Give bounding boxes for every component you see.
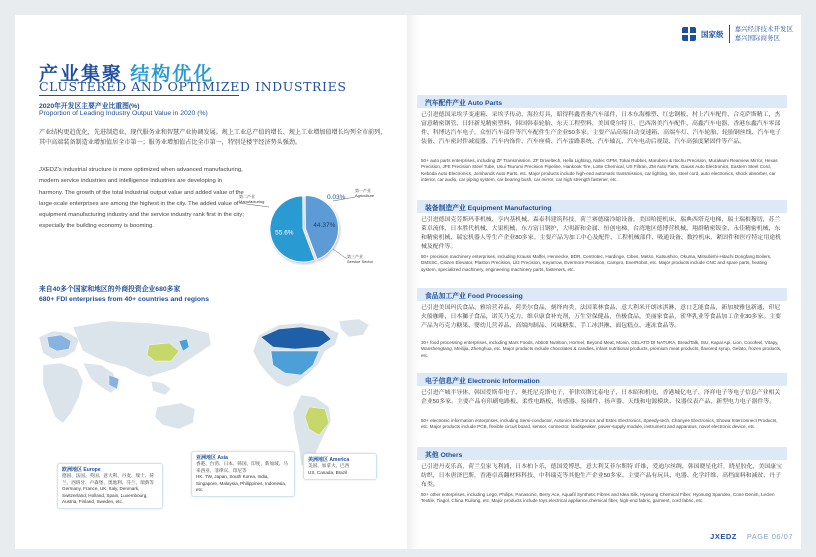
- fdi-title-cn: 来自40多个国家和地区的外商投资企业680多家: [39, 286, 181, 293]
- brand-header: [682, 25, 793, 43]
- industry-title-auto: 汽车配件产业 Auto Parts: [425, 100, 503, 107]
- output-title-en: Proportion of Leading Industry Output Value in 2020 (%): [39, 110, 208, 117]
- world-map: [39, 317, 404, 507]
- industry-title-electronic: 电子信息产业 Electronic Information: [425, 378, 540, 385]
- region-america-countries-cn: 美国、加拿大、巴西: [308, 463, 350, 469]
- output-body-cn: 产业结构更趋优化，先进制造业、现代服务业和智慧产业协调发展。规上工业总产值的增长、规上工业增加值增长均列全市前列，其中高端装备制造业增加值居全市第一；服务业增加值占比全市第一，特别是楼宇经济势头强劲。: [39, 129, 387, 146]
- title-underline: [39, 95, 239, 96]
- region-asia-countries-cn: 香港、台湾、日本、韩国、印度、新加坡、马来西亚、菲律宾、印尼等: [196, 461, 288, 473]
- page-title-en: CLUSTERED AND OPTIMIZED INDUSTRIES: [39, 79, 347, 94]
- pie-svg: [237, 177, 377, 273]
- industry-title-food: 食品加工产业 Food Processing: [425, 293, 523, 300]
- brand-level: 国家级: [701, 29, 724, 39]
- industry-body-cn-electronic: 已引进产城半导体、韩国爱斯带电子、奥托尼克斯电子，菲律宾斯比泰电子，日本昭和机电，香港城亿电子，泽祥电子等电子信息产业相关企业50多家。主要产品有印刷电路板、柔性电路板、传感器、接插件、扬声器、天线和电源模块、仪器仪表产品、新型电力电子器件等。: [421, 390, 781, 406]
- pie-category-label-cn: 第二产业: [239, 194, 255, 199]
- title-part-a: 产业集聚: [39, 64, 124, 85]
- industry-body-cn-auto: 已引进德国采埃孚变速箱、采埃孚传动、海拉灯具，昭得科鑫普奥汽车部件，日本东海橡塑、红忠钢板、村上汽车配件、合克萨斯精工，杰富意精密钢管、日轩新见精密塑料，韩国韩泰轮胎、东天工程塑料，美国费尔特卫、巴西洛美汽车配件、高鑫汽车电器，香港东鑫汽车零部件、科博达汽车电子，众恒汽车部件等汽车配件生产企业50多家。主要产品高端自动变速箱、高端车灯、汽车轮胎、轮胎钢丝线、汽车电子装备、汽车密封件减震器、汽车内饰件、汽车座椅、汽车雷路系统、汽车轴瓦、汽车电动后视镜、汽车高强度紧固件等产品。: [421, 112, 781, 146]
- brand-divider: [729, 25, 730, 43]
- zone-logo-icon: [682, 27, 696, 41]
- region-europe-countries-en: Germany, France, UK, Italy, Denmark, Switzerland, Holland, Spain, Luxembourg, Austria, Finland, Sweden, etc.: [62, 486, 148, 505]
- output-title-cn: 2020年开发区主要产业比重图(%): [39, 103, 140, 110]
- industry-title-equipment: 装备制造产业 Equipment Manufacturing: [425, 205, 552, 212]
- page-number: PAGE 06/07: [746, 532, 793, 541]
- industry-body-en-electronic: 50+ electronic information enterprises, including Semi-conductor, Autonics Electronics and Estec Electronics, Speedy-tech, Chanyee Electronics, Showa Interconnect Products, etc. Major products include PCB, flexible circuit board, sensor, connector, loudspeaker, power-supply module, instrument and apparatus, novel electronic device, etc.: [421, 418, 778, 430]
- industry-bar-others: [417, 447, 787, 460]
- industry-body-cn-others: 已引进丹麦乐高，荷兰皇家飞利浦，日本柏卜乐，德国爱博思，意大利艾菲尔斯特 纤维，爱迪尔丝绸，韩国晓星化纤，晓星胶化，美国康宝纺织，日本唐泽巴斯，香港卓高翻材料科技、中科瑞克等其他生产企业50多家。主要产品有玩具、电器、化学纤维、高档面料和减贫、丹子布类。: [421, 464, 782, 489]
- region-asia-countries-en: HK, TW, Japan, South Korea, India, Singapore, Malaysia, Philippines, Indonesia, etc.: [196, 474, 287, 493]
- region-america-countries-en: US, Canada, Brazil: [308, 469, 348, 475]
- brand-zone-line-2: 嘉兴国际商务区: [734, 35, 780, 42]
- footer-brand: JXEDZ: [710, 532, 737, 541]
- pie-category-label-cn: 第三产业: [347, 254, 363, 259]
- region-america-name: 美洲地区 America: [308, 457, 350, 463]
- pie-category-label-en: Agriculture: [355, 193, 375, 198]
- pie-value-label: 44.37%: [313, 222, 336, 230]
- region-europe-name: 欧洲地区 Europe: [62, 467, 101, 473]
- brand-zone-line-1: 嘉兴经济技术开发区: [734, 26, 793, 33]
- page-footer: [710, 532, 793, 541]
- region-asia-name: 亚洲地区 Asia: [196, 455, 228, 461]
- pie-value-label: 55.6%: [275, 229, 294, 237]
- region-america-card: [303, 453, 377, 480]
- industry-body-en-equipment: 80+ precision machinery enterprises, including Krauss Maffei, Hennecke, BDR, Centrotec, Hardinge, Cibes, Metso, Katsushiro, Okuma, Mitsubishi-Hitachi Dongfang Boilers, DMSSC, Citizen Elevator, Plaston Precision, Litz Precision, Keyarrow, Evermore Precision, Campro, EverRobot, etc. Major products include CNC and spare parts, heating system, specialized machinery, engineering machinery parts, fasteners, etc.: [421, 254, 772, 272]
- industry-share-pie-chart: [237, 177, 377, 273]
- pie-leader-line: [333, 249, 347, 259]
- pie-category-label-en: Manufacturing: [239, 199, 265, 204]
- industry-title-others: 其他 Others: [425, 452, 463, 459]
- brochure-spread: [15, 15, 801, 549]
- pie-category-label-en: Service Sector: [347, 259, 374, 264]
- industry-body-cn-food: 已引进美国玛氏食品、雅培营养品、荷美尔食品，刻绎肉类，法国莱林食品，意大利米开朗冰淇淋，意口艺能食品，新加坡雅包新通，印尼火船咖啡，日本獅子食品，诺芙乃克力，维卓康食补充剂，万生堂保健品，鱼极食品，美丽家食品，雀华乳业等食品加工企业30多家。主要产品为巧克力糖果、婴幼儿营养品、高端肉制品、风味糖浆、手工冰淇淋、面包糕点、速冻食品等。: [421, 305, 781, 330]
- brand-zone-names: [735, 25, 794, 43]
- pie-value-label: 0.03%: [327, 194, 346, 201]
- region-europe-countries-cn: 德国、法国、英国、意大利、丹麦、瑞士、荷兰、西班牙、卢森堡、奥地利、芬兰、瑞典等: [62, 473, 154, 485]
- industry-body-en-auto: 50+ auto parts enterprises, including ZF Transmission, ZF Driveltech, Hella Lighting, Nidec GPM, Tokai Rubber, Marubeni & Itochu Precision, Murakami Rearview Mirror, Hexas Precision, JFE Precision Steel Tube, Usui Tsurumi Precision Pipeline, Hankook Tire, Lotte Chemical, US Filtran, ZM Auto Parts, Gauss Auto Electronics, Eastern Steel Cord, Keboda Auto Electronics, Jomhands Auto Parts, etc. Major products include high-end automatic transmission, car lighting, tire, steel cord, auto electronics, shock absorber, car interior, car audio, car piping system, car bearing bush, car mirror, car high strength fastener, etc.: [421, 158, 778, 183]
- industry-body-en-others: 50+ other enterprises, including Lego, Philips, Panasonic, Berry Ace, Aquafil Synthetic Fibres and Idea Silk, Hyosung Chemical Fiber, Hyosung Spandex, Cone Denim, Leclen Textile, Tiagol, China Ruilong, etc. Major products include toys,electrical appliance,chemical fiber, high-end fabric, garment, cord fabric, etc.: [421, 492, 775, 504]
- output-body-en: JXEDZ's industrial structure is more optimized when advanced manufacturing, modern service industries and intelligence industries are developing in harmony. The growth of the total industrial output value and added value of the large-scale enterprises are among the highest in the city. The added value of equipment manufacturing industry and the service industry rank first in the city; especially the building economy is booming.: [39, 167, 244, 230]
- region-europe-card: [57, 463, 163, 509]
- region-asia-card: [191, 451, 295, 497]
- industry-body-en-food: 30+ food processing enterprises, including Mars Foods, Abbott Nutrition, Hormel, Beyond Meat, Monin, GELATO DI NATURA, BreadTalk, ISU, Kapal Api, Lion, Cocofeel, Vitapy, Wanshengtang, Meilijia, Zhenghua, etc. Major products include chocolates & candies, infant nutritional products, premium meat products, flavored syrup, Gelato, frozen products, etc.: [421, 340, 782, 358]
- pie-category-label-cn: 第一产业: [355, 188, 371, 193]
- fdi-title-en: 680+ FDI enterprises from 40+ countries and regions: [39, 296, 209, 303]
- industry-body-cn-equipment: 已引进德国克劳斯玛菲机械、亨内基机械、森泰科建筑科技，荷兰赛德瑞冷缩设备，美国哈挺机床，瑞典西塔克电梯，瑞士瑞根穆切，苏兰萊卓流体，日本胜代机械、大果机械、东方富日钢护，大明新和金属、恒创电梯，台湾地区德博营机械、翔群精密钣金、永佳精密机械，东和精密机械、瑞宏机器人等生产企业80多家。主要产品为加工中心及配件、工程机械部件、吸通设备、数控机床、紧固件和医疗特定用途机械及配件等。: [421, 217, 781, 251]
- title-part-b: 结构优化: [130, 64, 215, 85]
